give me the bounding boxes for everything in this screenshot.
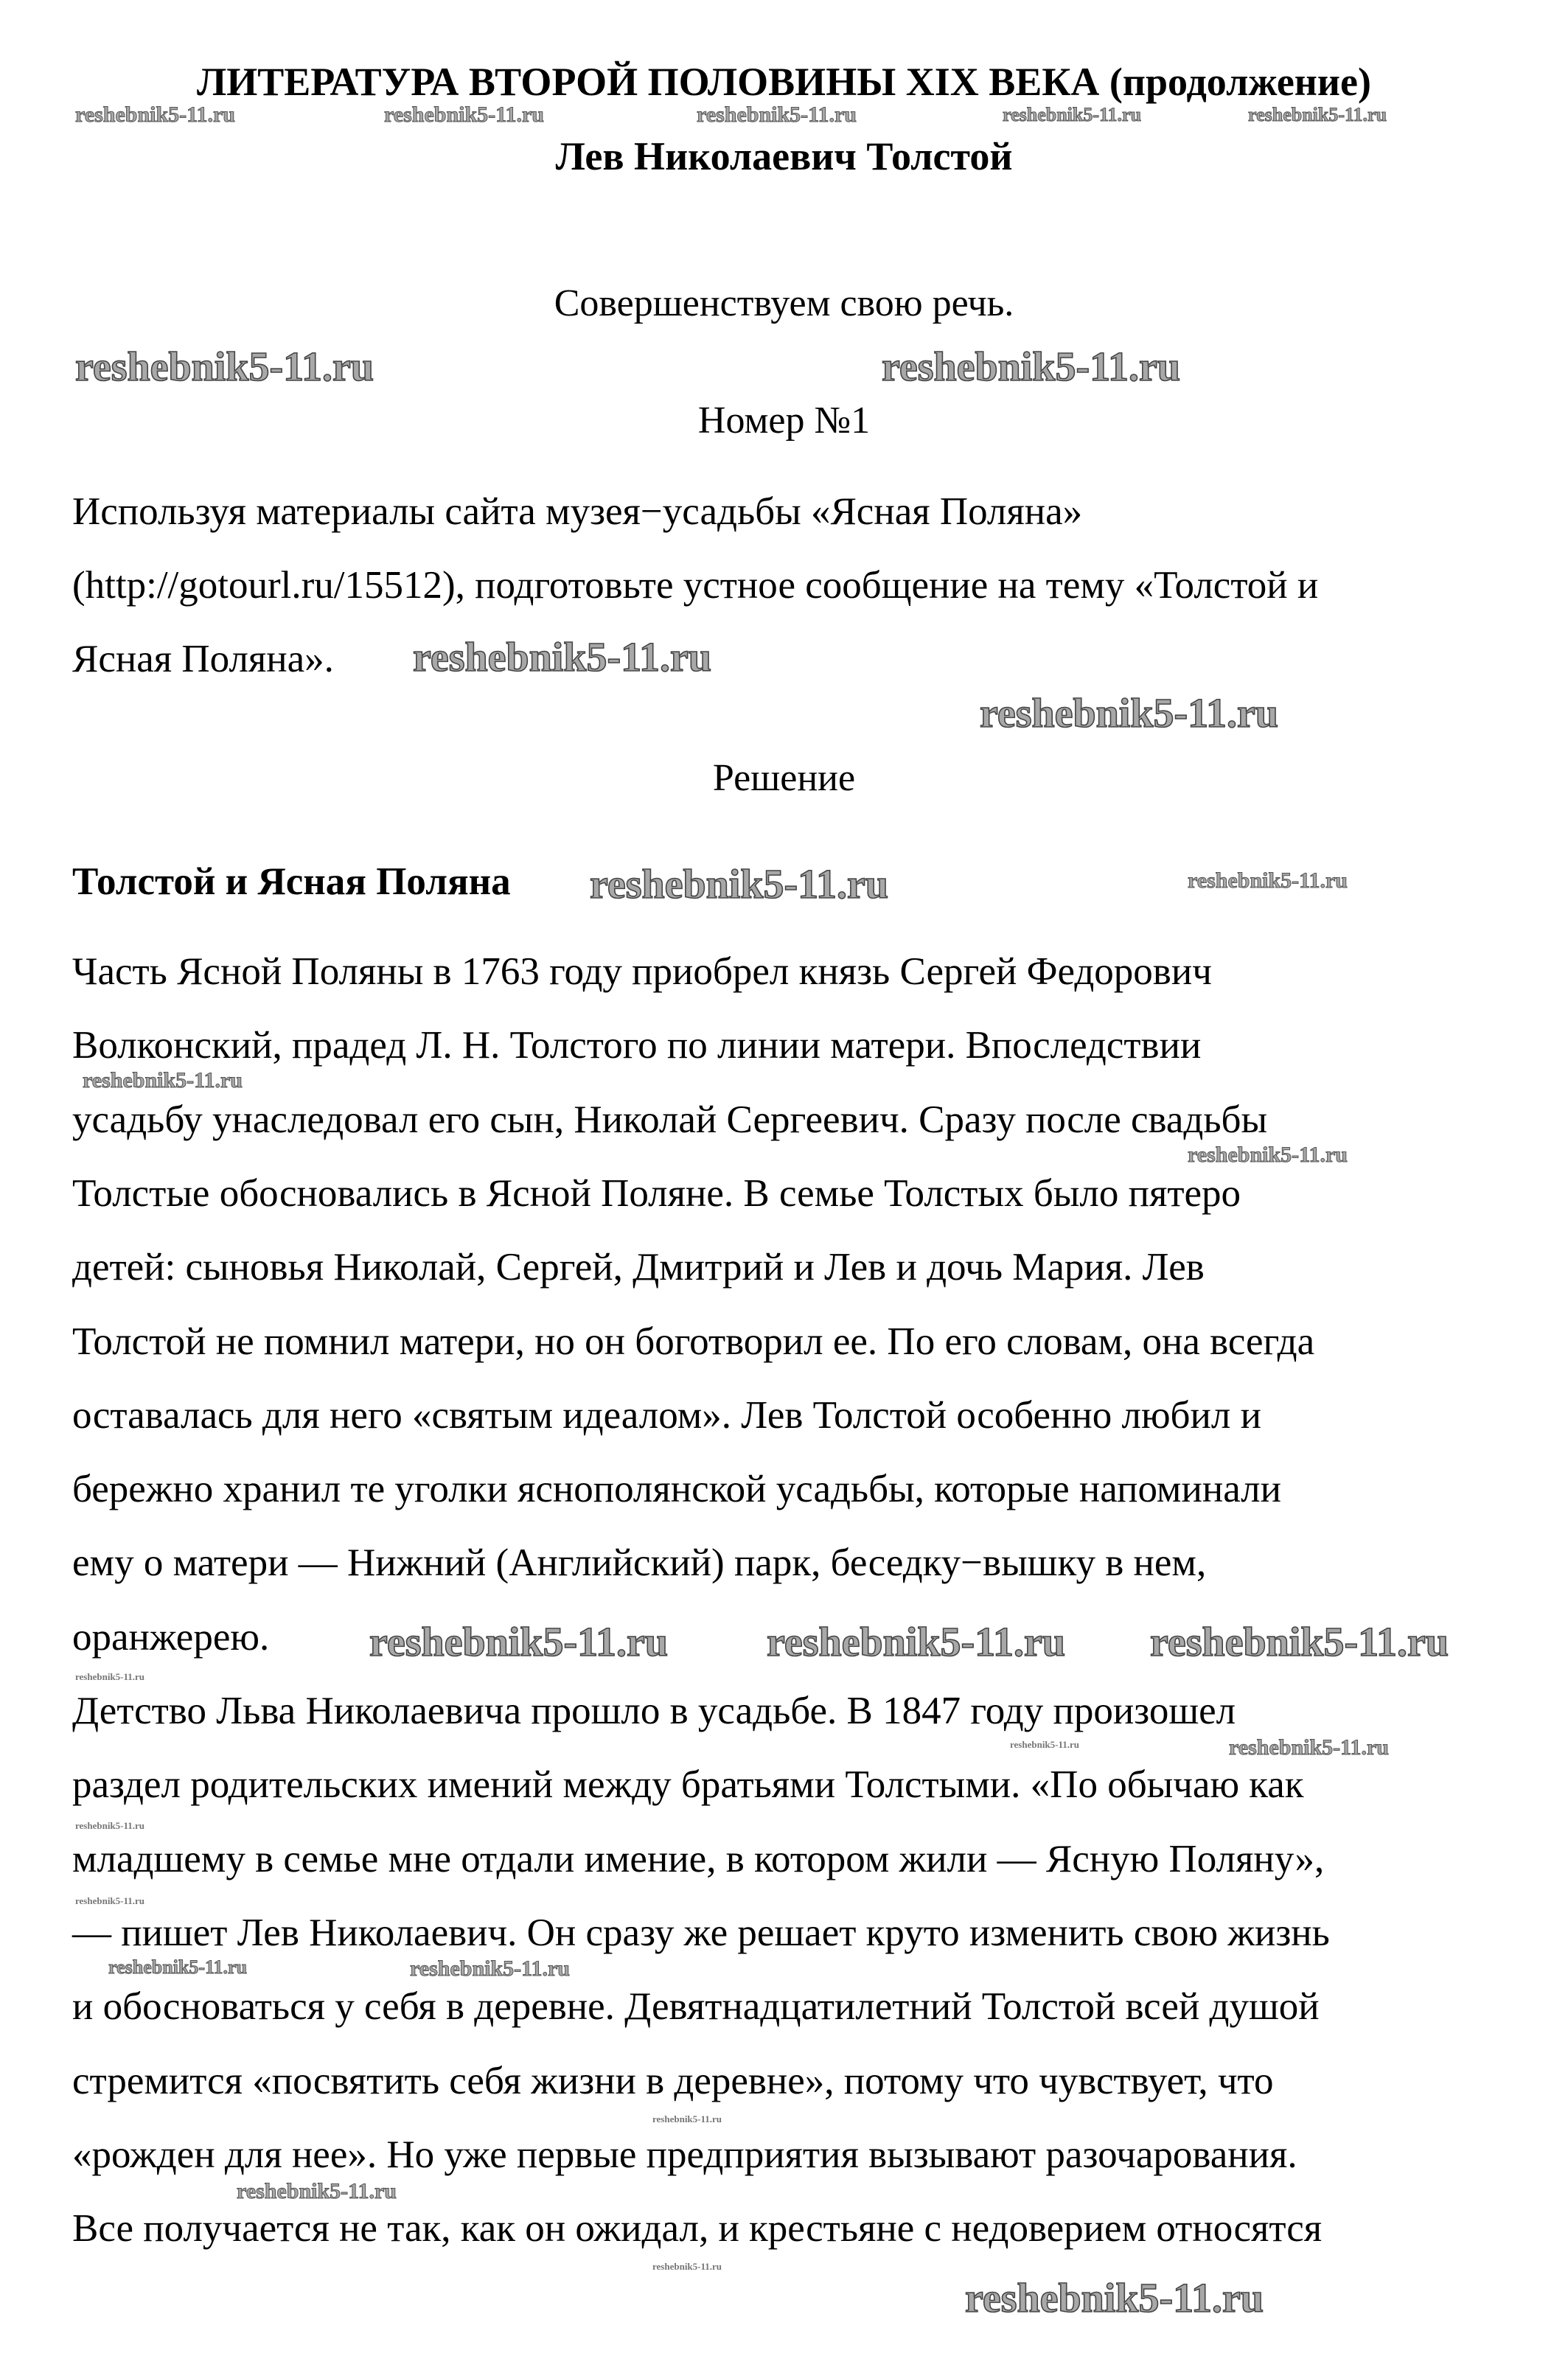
watermark: reshebnik5-11.ru	[1150, 1620, 1449, 1665]
text-line: Часть Ясной Поляны в 1763 году приобрел князь Сергей Федорович	[72, 950, 1212, 993]
watermark: reshebnik5-11.ru	[75, 1820, 145, 1831]
watermark: reshebnik5-11.ru	[1188, 868, 1348, 893]
text-line: Используя материалы сайта музея−усадьбы «Ясная Поляна»	[72, 490, 1083, 533]
watermark: reshebnik5-11.ru	[237, 2179, 397, 2203]
watermark: reshebnik5-11.ru	[652, 2261, 722, 2272]
author-heading: Лев Николаевич Толстой	[555, 134, 1013, 178]
text-line: — пишет Лев Николаевич. Он сразу же решает круто изменить свою жизнь	[72, 1911, 1330, 1954]
text-line: стремится «посвятить себя жизни в деревне», потому что чувствует, что	[72, 2059, 1274, 2102]
text-line: Детство Льва Николаевича прошло в усадьбе. В 1847 году произошел	[72, 1690, 1236, 1732]
text-line: «рожден для нее». Но уже первые предприятия вызывают разочарования.	[72, 2133, 1297, 2176]
watermark: reshebnik5-11.ru	[590, 862, 889, 907]
text-line: Ясная Поляна».	[72, 638, 334, 680]
watermark: reshebnik5-11.ru	[1229, 1735, 1389, 1760]
watermark: reshebnik5-11.ru	[413, 635, 712, 680]
watermark: reshebnik5-11.ru	[108, 1956, 248, 1978]
watermark: reshebnik5-11.ru	[767, 1620, 1066, 1665]
text-line: Толстые обосновались в Ясной Поляне. В семье Толстых было пятеро	[72, 1171, 1241, 1215]
watermark: reshebnik5-11.ru	[75, 102, 235, 127]
watermark: reshebnik5-11.ru	[75, 1895, 145, 1906]
watermark: reshebnik5-11.ru	[1010, 1739, 1080, 1750]
watermark: reshebnik5-11.ru	[965, 2276, 1264, 2321]
watermark: reshebnik5-11.ru	[1003, 104, 1142, 125]
text-line: Волконский, прадед Л. Н. Толстого по линии матери. Впоследствии	[72, 1024, 1202, 1067]
watermark: reshebnik5-11.ru	[75, 344, 374, 390]
solution-heading: Толстой и Ясная Поляна	[72, 860, 511, 903]
text-line: Все получается не так, как он ожидал, и крестьяне с недоверием относятся	[72, 2207, 1323, 2251]
text-line: Толстой не помнил матери, но он боготворил ее. По его словам, она всегда	[72, 1320, 1315, 1363]
text-line: оранжерею.	[72, 1615, 270, 1659]
watermark: reshebnik5-11.ru	[75, 1671, 145, 1682]
watermark: reshebnik5-11.ru	[697, 102, 857, 127]
watermark: reshebnik5-11.ru	[980, 691, 1279, 736]
watermark: reshebnik5-11.ru	[410, 1956, 570, 1981]
watermark: reshebnik5-11.ru	[83, 1068, 243, 1092]
watermark: reshebnik5-11.ru	[1188, 1143, 1348, 1167]
watermark: reshebnik5-11.ru	[1248, 104, 1387, 125]
text-line: младшему в семье мне отдали имение, в котором жили — Ясную Поляну»,	[72, 1837, 1325, 1880]
text-line: ему о матери — Нижний (Английский) парк, беседку−вышку в нем,	[72, 1541, 1207, 1585]
text-line: бережно хранил те уголки яснополянской усадьбы, которые напоминали	[72, 1468, 1281, 1511]
watermark: reshebnik5-11.ru	[882, 344, 1181, 390]
page-title: ЛИТЕРАТУРА ВТОРОЙ ПОЛОВИНЫ XIX ВЕКА (продолжение)	[197, 60, 1371, 104]
watermark: reshebnik5-11.ru	[384, 102, 544, 127]
watermark: reshebnik5-11.ru	[652, 2113, 722, 2124]
text-line: детей: сыновья Николай, Сергей, Дмитрий и Лев и дочь Мария. Лев	[72, 1246, 1205, 1289]
task-number: Номер №1	[697, 400, 871, 442]
solution-label: Решение	[712, 757, 856, 799]
text-line: раздел родительских имений между братьями Толстыми. «По обычаю как	[72, 1763, 1304, 1807]
text-line: усадьбу унаследовал его сын, Николай Сергеевич. Сразу после свадьбы	[72, 1098, 1268, 1141]
text-line: и обосноваться у себя в деревне. Девятнадцатилетний Толстой всей душой	[72, 1985, 1320, 2029]
text-line: оставалась для него «святым идеалом». Лев Толстой особенно любил и	[72, 1393, 1261, 1437]
watermark: reshebnik5-11.ru	[369, 1620, 669, 1665]
text-line: (http://gotourl.ru/15512), подготовьте устное сообщение на тему «Толстой и	[72, 564, 1319, 607]
section-heading: Совершенствуем свою речь.	[554, 282, 1014, 324]
